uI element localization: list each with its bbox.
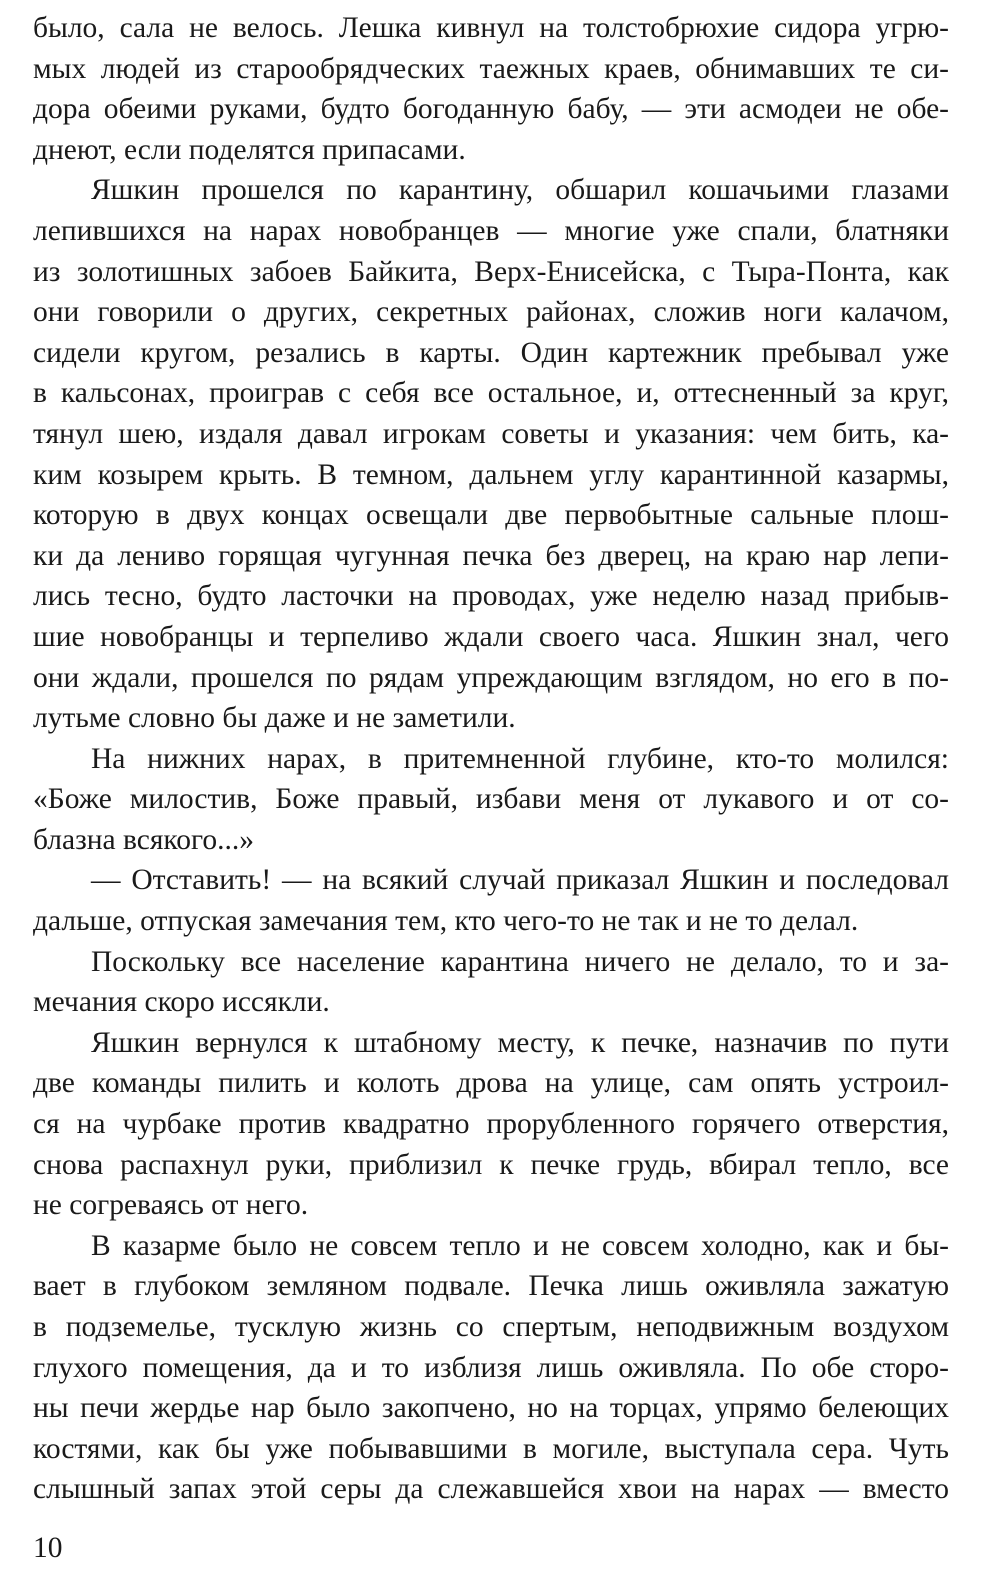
text-line: ны печи жердье нар было закопчено, но на торцах, упрямо белеющих xyxy=(33,1392,949,1425)
text-line: ким козырем крыть. В темном, дальнем углу карантинной казармы, xyxy=(33,458,949,491)
text-line: которую в двух концах освещали две первобытные сальные плош- xyxy=(33,499,949,532)
paragraph-start-line: На нижних нарах, в притемненной глубине, кто-то молился: xyxy=(91,742,949,775)
text-line: мечания скоро иссякли. xyxy=(33,986,330,1019)
text-line: не согреваясь от него. xyxy=(33,1189,309,1222)
page-number: 10 xyxy=(33,1532,63,1564)
text-line: глухого помещения, да и то изблизя лишь оживляла. По обе сторо- xyxy=(33,1351,949,1384)
text-line: в кальсонах, проиграв с себя все остальное, и, оттесненный за круг, xyxy=(33,377,949,410)
text-line: в подземелье, тусклую жизнь со спертым, неподвижным воздухом xyxy=(33,1311,949,1343)
text-line: лись тесно, будто ласточки на проводах, уже неделю назад прибыв- xyxy=(33,580,949,613)
text-line: ки да лениво горящая чугунная печка без дверец, на краю нар лепи- xyxy=(33,539,949,572)
text-line: мых людей из старообрядческих таежных краев, обнимавших те си- xyxy=(33,52,949,85)
text-line: снова распахнул руки, приблизил к печке грудь, вбирал тепло, все xyxy=(33,1148,949,1181)
paragraph-start-line: Яшкин прошелся по карантину, обшарил кошачьими глазами xyxy=(91,174,949,207)
text-line: лутьме словно бы даже и не заметили. xyxy=(33,702,516,735)
text-line: слышный запах этой серы да слежавшейся хвои на нарах — вместо xyxy=(33,1473,949,1506)
text-line: из золотишных забоев Байкита, Верх-Енисейска, с Тыра-Понта, как xyxy=(33,255,949,288)
text-line: костями, как бы уже побывавшими в могиле, выступала сера. Чуть xyxy=(33,1432,949,1465)
text-line: «Боже милостив, Боже правый, избави меня от лукавого и от со- xyxy=(33,783,949,816)
text-line: шие новобранцы и терпеливо ждали своего часа. Яшкин знал, чего xyxy=(33,620,949,653)
paragraph-start-line: Яшкин вернулся к штабному месту, к печке, назначив по пути xyxy=(91,1026,949,1059)
text-line: ся на чурбаке против квадратно прорубленного горячего отверстия, xyxy=(33,1108,949,1141)
text-line: сидели кругом, резались в карты. Один картежник пребывал уже xyxy=(33,336,949,369)
paragraph-start-line: Поскольку все население карантина ничего не делало, то и за- xyxy=(91,945,949,978)
text-line: они ждали, прошелся по рядам упреждающим взглядом, но его в по- xyxy=(33,661,949,694)
paragraph-start-line: В казарме было не совсем тепло и не совсем холодно, как и бы- xyxy=(91,1229,949,1262)
text-line: дора обеими руками, будто богоданную бабу, — эти асмодеи не обе- xyxy=(33,93,949,126)
text-line: было, сала не велось. Лешка кивнул на толстобрюхие сидора угрю- xyxy=(33,12,949,44)
text-line: днеют, если поделятся припасами. xyxy=(33,133,466,166)
text-line: лепившихся на нарах новобранцев — многие уже спали, блатняки xyxy=(33,214,949,247)
text-line: две команды пилить и колоть дрова на улице, сам опять устроил- xyxy=(33,1067,949,1100)
text-line: вает в глубоком земляном подвале. Печка лишь оживляла зажатую xyxy=(33,1270,949,1303)
text-line: блазна всякого...» xyxy=(33,823,254,856)
paragraph-start-line: — Отставить! — на всякий случай приказал Яшкин и последовал xyxy=(91,864,949,897)
text-line: дальше, отпуская замечания тем, кто чего-то не так и не то делал. xyxy=(33,905,859,938)
text-line: они говорили о других, секретных районах, сложив ноги калачом, xyxy=(33,296,949,329)
body-text xyxy=(33,8,949,1510)
text-line: тянул шею, издаля давал игрокам советы и указания: чем бить, ка- xyxy=(33,417,949,450)
